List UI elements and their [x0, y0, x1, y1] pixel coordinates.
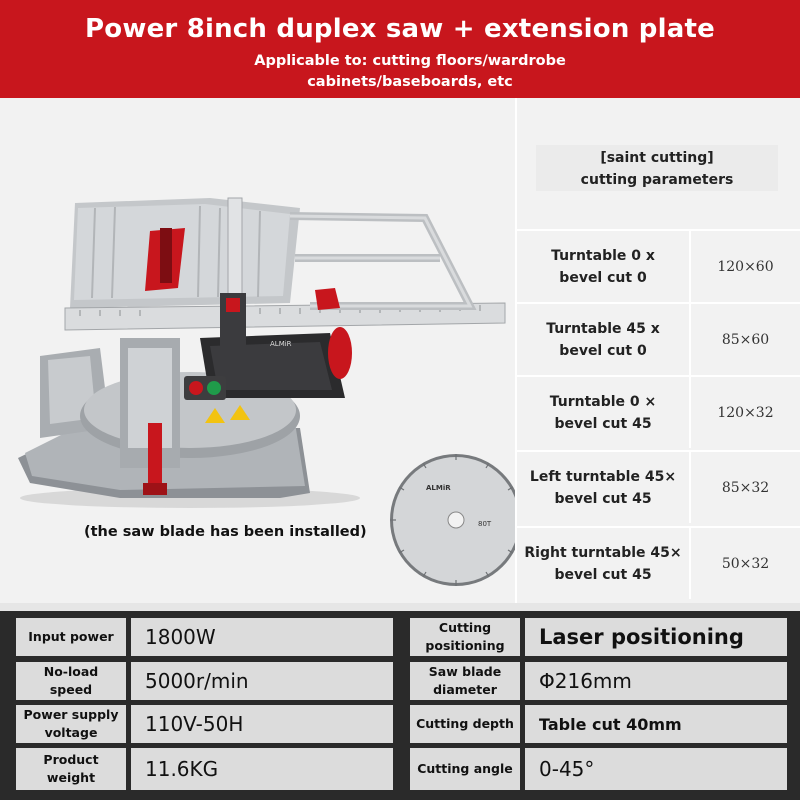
param-label — [517, 231, 689, 302]
spec-label — [16, 748, 126, 790]
param-label-line-2: bevel cut 45 — [554, 490, 652, 507]
param-value: 85×32 — [689, 452, 800, 523]
param-label-line-1: Turntable 45 x — [546, 320, 660, 337]
param-row — [517, 526, 800, 599]
spec-label — [410, 662, 520, 700]
spec-label-line-2: weight — [46, 770, 96, 785]
spec-label — [410, 748, 520, 790]
param-label — [517, 304, 689, 375]
spec-value: 11.6KG — [131, 748, 393, 790]
param-label-line-1: Turntable 0 × — [549, 393, 657, 410]
param-value: 50×32 — [689, 528, 800, 599]
param-value: 85×60 — [689, 304, 800, 375]
spec-label-line-2: voltage — [44, 725, 98, 740]
param-row — [517, 229, 800, 302]
spec-value: Table cut 40mm — [525, 705, 787, 743]
saw-blade-caption: (the saw blade has been installed) — [84, 524, 367, 540]
spec-label — [410, 618, 520, 656]
spec-label-line-1: Cutting depth — [416, 716, 514, 731]
param-value: 120×60 — [689, 231, 800, 302]
params-heading-line-1: [saint cutting] — [600, 150, 714, 166]
header-banner — [0, 0, 800, 98]
blade-brand-label: ALMiR — [426, 484, 451, 492]
spec-label-line-1: Cutting angle — [417, 761, 513, 776]
param-label-line-2: bevel cut 0 — [559, 342, 647, 359]
spec-value: Laser positioning — [525, 618, 787, 656]
param-label-line-1: Turntable 0 x — [551, 247, 655, 264]
spec-label — [16, 662, 126, 700]
blade-tooth-label: 80T — [478, 520, 492, 528]
param-label-line-2: bevel cut 45 — [554, 566, 652, 583]
page-title: Power 8inch duplex saw + extension plate — [85, 14, 715, 44]
spec-label-line-1: Cutting — [438, 620, 492, 635]
subtitle-line-2: cabinets/baseboards, etc — [307, 74, 513, 90]
spec-label — [16, 705, 126, 743]
spec-value: 0-45° — [525, 748, 787, 790]
param-label-line-1: Left turntable 45× — [529, 468, 677, 485]
spec-label-line-2: diameter — [433, 682, 497, 697]
spec-value: 110V-50H — [131, 705, 393, 743]
spec-label — [410, 705, 520, 743]
spec-label-line-2: positioning — [425, 638, 505, 653]
spec-label-line-1: Product — [43, 752, 99, 767]
spec-value: 5000r/min — [131, 662, 393, 700]
subtitle-line-1: Applicable to: cutting floors/wardrobe — [254, 53, 566, 69]
param-row — [517, 450, 800, 523]
param-value: 120×32 — [689, 377, 800, 448]
param-label-line-2: bevel cut 0 — [559, 269, 647, 286]
spec-label-line-1: Saw blade — [428, 664, 502, 679]
params-heading — [536, 145, 778, 191]
param-row — [517, 375, 800, 448]
param-label — [517, 528, 689, 599]
spec-top-bar — [0, 603, 800, 611]
param-label — [517, 377, 689, 448]
param-label-line-2: bevel cut 45 — [554, 415, 652, 432]
spec-label — [16, 618, 126, 656]
saw-blade-image — [390, 454, 515, 586]
param-label — [517, 452, 689, 523]
params-heading-line-2: cutting parameters — [580, 172, 734, 188]
spec-label-line-2: speed — [49, 682, 93, 697]
spec-label-line-1: Power supply — [23, 707, 119, 722]
spec-value: Φ216mm — [525, 662, 787, 700]
spec-label-line-1: No-load — [43, 664, 99, 679]
param-row — [517, 302, 800, 375]
brand-label: ALMiR — [270, 340, 292, 348]
spec-value: 1800W — [131, 618, 393, 656]
spec-label-line-1: Input power — [28, 629, 114, 644]
param-label-line-1: Right turntable 45× — [524, 544, 682, 561]
